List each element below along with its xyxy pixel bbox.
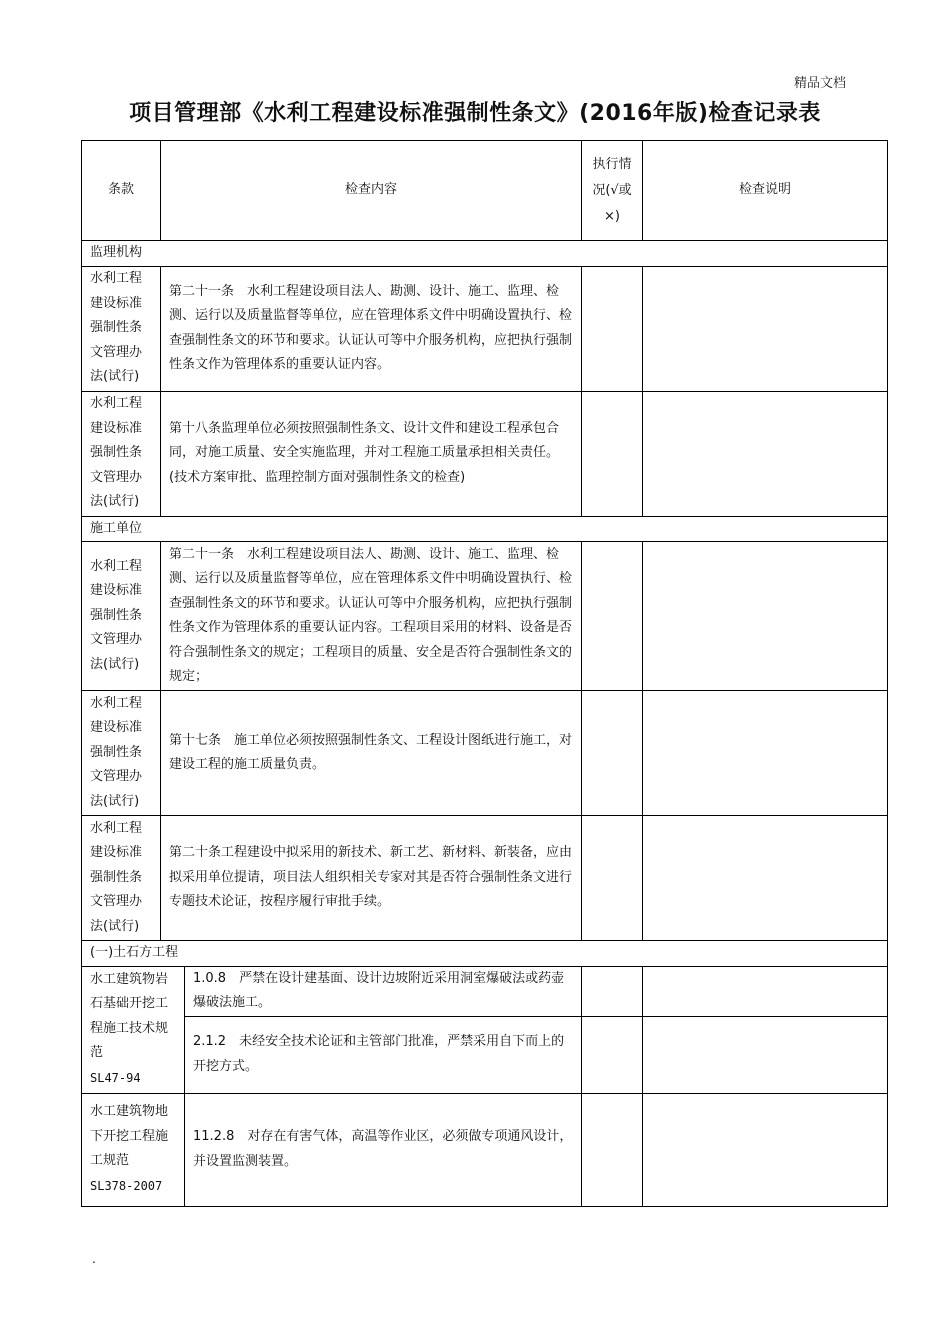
clause-cell: 水利工程建设标准强制性条文管理办法(试行) <box>82 266 161 391</box>
clause-cell <box>82 966 185 1093</box>
content-cell <box>185 1093 582 1206</box>
content-cell: 第十七条 施工单位必须按照强制性条文、工程设计图纸进行施工，对建设工程的施工质量负责。 <box>161 691 582 816</box>
table-row <box>82 266 888 391</box>
section-title: (一)土石方工程 <box>82 941 888 967</box>
remark-cell[interactable] <box>643 1093 888 1206</box>
remark-cell[interactable] <box>643 691 888 816</box>
table-row <box>82 1016 888 1093</box>
clause-name: 水工建筑物地下开挖工程施工规范 <box>90 1104 169 1168</box>
table-row <box>82 816 888 941</box>
content-cell: 第二十条工程建设中拟采用的新技术、新工艺、新材料、新装备，应由拟采用单位提请，项目法人组织相关专家对其是否符合强制性条文进行专题技术论证，按程序履行审批手续。 <box>161 816 582 941</box>
watermark-label: 精品文档 <box>794 76 847 91</box>
header-remark: 检查说明 <box>643 141 888 241</box>
status-cell[interactable] <box>582 966 643 1016</box>
status-cell[interactable] <box>582 816 643 941</box>
section-row <box>82 941 888 967</box>
standard-code: SL47-94 <box>90 1070 141 1085</box>
page-title: 项目管理部《水利工程建设标准强制性条文》(2016年版)检查记录表 <box>129 101 821 126</box>
section-title: 施工单位 <box>82 516 888 542</box>
status-cell[interactable] <box>582 1093 643 1206</box>
table-row <box>82 542 888 691</box>
status-cell[interactable] <box>582 266 643 391</box>
content-cell: 第二十一条 水利工程建设项目法人、勘测、设计、施工、监理、检测、运行以及质量监督等单位，应在管理体系文件中明确设置执行、检查强制性条文的环节和要求。认证认可等中介服务机构，应把执行强制性条文作为管理体系的重要认证内容。 <box>161 266 582 391</box>
standard-code: SL378-2007 <box>90 1178 163 1193</box>
content-cell: 第十八条监理单位必须按照强制性条文、设计文件和建设工程承包合同，对施工质量、安全实施监理，并对工程施工质量承担相关责任。(技术方案审批、监理控制方面对强制性条文的检查) <box>161 391 582 516</box>
clause-cell: 水利工程建设标准强制性条文管理办法(试行) <box>82 391 161 516</box>
clause-cell <box>82 1093 185 1206</box>
clause-cell: 水利工程建设标准强制性条文管理办法(试行) <box>82 816 161 941</box>
item-text: 11.2.8 对存在有害气体，高温等作业区，必须做专项通风设计，并设置监测装置。 <box>193 1129 573 1169</box>
remark-cell[interactable] <box>643 542 888 691</box>
status-cell[interactable] <box>582 542 643 691</box>
status-cell[interactable] <box>582 691 643 816</box>
inspection-table <box>81 140 888 1207</box>
remark-cell[interactable] <box>643 816 888 941</box>
table-row <box>82 391 888 516</box>
clause-name: 水工建筑物岩石基础开挖工程施工技术规范 <box>90 971 169 1061</box>
remark-cell[interactable] <box>643 266 888 391</box>
header-status: 执行情况(√或×) <box>582 141 643 241</box>
remark-cell[interactable] <box>643 966 888 1016</box>
section-title: 监理机构 <box>82 241 888 267</box>
table-row <box>82 1093 888 1206</box>
header-content: 检查内容 <box>161 141 582 241</box>
clause-cell: 水利工程建设标准强制性条文管理办法(试行) <box>82 542 161 691</box>
remark-cell[interactable] <box>643 1016 888 1093</box>
footer-mark: . <box>92 1252 96 1266</box>
header-row <box>82 141 888 241</box>
remark-cell[interactable] <box>643 391 888 516</box>
table-row <box>82 691 888 816</box>
item-text: 2.1.2 未经安全技术论证和主管部门批准，严禁采用自下而上的开挖方式。 <box>193 1034 565 1074</box>
section-row <box>82 241 888 267</box>
status-cell[interactable] <box>582 1016 643 1093</box>
section-row <box>82 516 888 542</box>
header-clause: 条款 <box>82 141 161 241</box>
item-text: 1.0.8 严禁在设计建基面、设计边坡附近采用洞室爆破法或药壶爆破法施工。 <box>193 970 565 1010</box>
clause-cell: 水利工程建设标准强制性条文管理办法(试行) <box>82 691 161 816</box>
content-cell <box>185 966 582 1016</box>
status-cell[interactable] <box>582 391 643 516</box>
content-cell <box>185 1016 582 1093</box>
table-row <box>82 966 888 1016</box>
content-cell: 第二十一条 水利工程建设项目法人、勘测、设计、施工、监理、检测、运行以及质量监督等单位，应在管理体系文件中明确设置执行、检查强制性条文的环节和要求。认证认可等中介服务机构，应把执行强制性条文作为管理体系的重要认证内容。工程项目采用的材料、设备是否符合强制性条文的规定；工程项目的质量、安全是否符合强制性条文的规定； <box>161 542 582 691</box>
